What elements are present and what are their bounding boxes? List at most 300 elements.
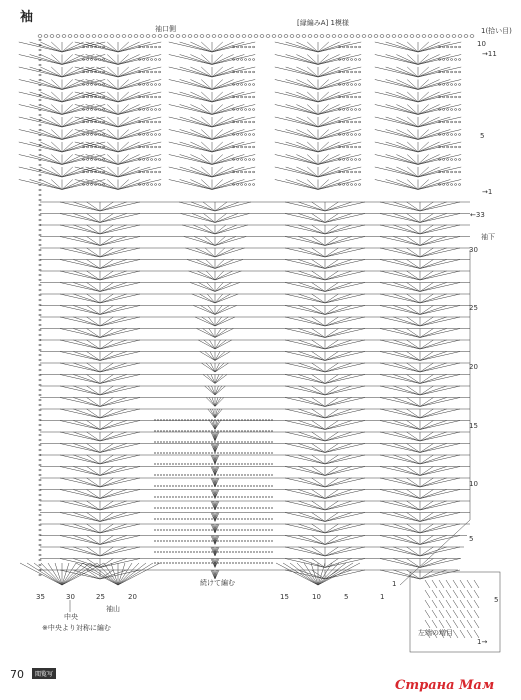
- fan-spoke: [205, 352, 215, 361]
- fan-spoke: [420, 214, 460, 223]
- chain-stitch: [346, 84, 348, 86]
- fan-spoke: [62, 130, 105, 140]
- fan-spoke: [325, 524, 365, 533]
- chain-stitch: [184, 431, 185, 432]
- chain-stitch: [190, 475, 191, 476]
- chain-stitch: [358, 46, 360, 48]
- fan-spoke: [75, 117, 118, 127]
- border-stitch: [39, 574, 41, 576]
- fan-spoke: [298, 248, 325, 257]
- inset-stitch: [467, 610, 472, 618]
- edge-picot: [470, 35, 474, 38]
- fan-spoke: [285, 559, 325, 568]
- fan-spoke: [298, 352, 325, 361]
- fan-spoke: [62, 142, 105, 152]
- chain-stitch: [160, 453, 161, 454]
- fan-spoke: [100, 490, 140, 499]
- chain-stitch: [358, 71, 360, 73]
- border-stitch: [39, 554, 41, 556]
- border-stitch: [39, 354, 41, 356]
- fan-spoke: [418, 80, 450, 90]
- fan-spoke: [100, 386, 140, 395]
- fan-spoke: [418, 142, 450, 152]
- edge-picot: [110, 35, 114, 38]
- fan-spoke: [325, 306, 352, 315]
- chain-stitch: [235, 442, 236, 443]
- row-marker-11: →11: [482, 50, 497, 58]
- chain-stitch: [169, 464, 170, 465]
- fan-spoke: [318, 117, 340, 127]
- chain-stitch: [446, 184, 448, 186]
- fan-spoke: [96, 55, 118, 65]
- row-marker-10-top: 10: [477, 40, 486, 48]
- chain-stitch: [262, 442, 263, 443]
- chain-stitch: [247, 519, 248, 520]
- fan-spoke: [190, 55, 212, 65]
- chain-stitch: [248, 159, 250, 161]
- fan-spoke: [30, 80, 62, 90]
- fan-spoke: [325, 294, 352, 303]
- chain-stitch: [172, 486, 173, 487]
- fan-spoke: [325, 501, 352, 510]
- fan-spoke: [380, 467, 420, 476]
- chain-stitch: [235, 563, 236, 564]
- fan-spoke: [190, 155, 212, 165]
- chain-stitch: [235, 464, 236, 465]
- fan-spoke: [285, 501, 325, 510]
- chain-stitch: [208, 508, 209, 509]
- fan-spoke: [275, 92, 318, 102]
- border-stitch: [39, 79, 41, 81]
- chain-stitch: [208, 497, 209, 498]
- edge-picot: [80, 35, 84, 38]
- fan-spoke: [420, 501, 460, 510]
- fan-spoke: [100, 283, 140, 292]
- chain-stitch: [265, 464, 266, 465]
- border-stitch: [39, 104, 41, 106]
- chain-stitch: [150, 146, 152, 148]
- chain-stitch: [157, 530, 158, 531]
- fan-spoke: [325, 202, 352, 211]
- fan-spoke: [325, 409, 365, 418]
- chain-stitch: [226, 530, 227, 531]
- fan-spoke: [192, 214, 215, 223]
- fan-spoke: [298, 283, 325, 292]
- edge-picot: [302, 35, 306, 38]
- edge-picot: [308, 35, 312, 38]
- chain-stitch: [232, 420, 233, 421]
- chain-stitch: [248, 134, 250, 136]
- chain-stitch: [190, 530, 191, 531]
- site-watermark: Страна Мам: [395, 678, 495, 693]
- chain-stitch: [90, 121, 92, 123]
- chain-stitch: [454, 46, 456, 48]
- chain-stitch: [247, 530, 248, 531]
- fan-spoke: [212, 55, 244, 65]
- fan-spoke: [285, 490, 325, 499]
- border-stitch: [39, 469, 41, 471]
- fan-spoke: [180, 105, 212, 115]
- fan-spoke: [212, 130, 255, 140]
- chain-stitch: [146, 96, 148, 98]
- fan-spoke: [40, 67, 62, 77]
- fan-spoke: [73, 202, 100, 211]
- edge-picot: [410, 35, 414, 38]
- fan-spoke: [96, 67, 118, 77]
- fan-spoke: [40, 130, 62, 140]
- chain-stitch: [190, 552, 191, 553]
- chain-stitch: [247, 508, 248, 509]
- fan-spoke: [420, 283, 460, 292]
- fan-spoke: [62, 67, 94, 77]
- border-stitch: [39, 429, 41, 431]
- edge-picot: [278, 35, 282, 38]
- chain-stitch: [175, 442, 176, 443]
- chain-stitch: [146, 171, 148, 173]
- fan-spoke: [420, 340, 460, 349]
- fan-spoke: [375, 155, 418, 165]
- fan-spoke: [420, 409, 447, 418]
- chain-stitch: [90, 109, 92, 111]
- chain-stitch: [211, 530, 212, 531]
- base-fan-spoke: [62, 563, 104, 585]
- fan-spoke: [325, 329, 352, 338]
- inset-stitch: [439, 620, 444, 628]
- border-stitch: [39, 269, 41, 271]
- chain-stitch: [142, 159, 144, 161]
- chain-stitch: [262, 541, 263, 542]
- inset-stitch: [446, 600, 451, 608]
- row-marker-25: 25: [469, 304, 478, 312]
- fan-spoke: [75, 42, 118, 52]
- border-stitch: [39, 254, 41, 256]
- chain-stitch: [250, 453, 251, 454]
- fan-spoke: [375, 142, 418, 152]
- fan-spoke: [285, 478, 325, 487]
- fan-spoke: [420, 283, 447, 292]
- fan-spoke: [298, 432, 325, 441]
- chain-stitch: [154, 59, 156, 61]
- fan-spoke: [212, 92, 234, 102]
- chain-stitch: [142, 146, 144, 148]
- fan-spoke: [75, 67, 118, 77]
- chain-stitch: [178, 497, 179, 498]
- chain-stitch: [211, 552, 212, 553]
- chain-stitch: [214, 431, 215, 432]
- chain-stitch: [450, 71, 452, 73]
- chain-stitch: [160, 475, 161, 476]
- fan-spoke: [420, 352, 460, 361]
- chain-stitch: [157, 508, 158, 509]
- edge-picot: [434, 35, 438, 38]
- chain-stitch: [241, 486, 242, 487]
- inset-stitch: [439, 580, 444, 588]
- chain-stitch: [442, 134, 444, 136]
- chain-stitch: [262, 464, 263, 465]
- chain-stitch: [154, 541, 155, 542]
- chain-stitch: [450, 46, 452, 48]
- chain-stitch: [175, 420, 176, 421]
- fan-spoke: [420, 294, 447, 303]
- border-stitch: [39, 209, 41, 211]
- chain-stitch: [199, 519, 200, 520]
- chain-stitch: [454, 171, 456, 173]
- chain-stitch: [146, 146, 148, 148]
- chain-stitch: [160, 442, 161, 443]
- fan-spoke: [19, 117, 62, 127]
- fan-spoke: [118, 130, 140, 140]
- chain-stitch: [154, 171, 156, 173]
- edge-picot: [224, 35, 228, 38]
- fan-spoke: [75, 55, 118, 65]
- fan-spoke: [286, 80, 318, 90]
- fan-spoke: [375, 42, 418, 52]
- chain-stitch: [184, 497, 185, 498]
- chain-stitch: [157, 552, 158, 553]
- fan-spoke: [285, 225, 325, 234]
- fan-spoke: [325, 444, 365, 453]
- fan-spoke: [380, 202, 420, 211]
- axis-tick-25: 25: [96, 593, 105, 601]
- chain-stitch: [150, 96, 152, 98]
- chain-stitch: [172, 431, 173, 432]
- chain-stitch: [241, 541, 242, 542]
- fan-spoke: [40, 105, 62, 115]
- fan-spoke: [375, 130, 418, 140]
- border-stitch: [39, 199, 41, 201]
- chain-stitch: [202, 431, 203, 432]
- fan-spoke: [60, 237, 100, 246]
- fan-spoke: [380, 214, 420, 223]
- chain-stitch: [226, 563, 227, 564]
- edge-picot: [398, 35, 402, 38]
- chain-stitch: [250, 541, 251, 542]
- chain-stitch: [244, 475, 245, 476]
- fan-spoke: [375, 180, 418, 190]
- fan-spoke: [396, 142, 418, 152]
- chain-stitch: [172, 420, 173, 421]
- fan-spoke: [380, 386, 420, 395]
- fan-spoke: [215, 329, 233, 338]
- edge-picot: [404, 35, 408, 38]
- edge-picot: [170, 35, 174, 38]
- fan-spoke: [318, 142, 350, 152]
- fan-spoke: [100, 432, 140, 441]
- chain-stitch: [181, 541, 182, 542]
- chain-stitch: [202, 464, 203, 465]
- fan-spoke: [298, 559, 325, 568]
- chain-stitch: [202, 486, 203, 487]
- sleeve-cap-label: 袖山: [106, 605, 120, 613]
- chain-stitch: [232, 541, 233, 542]
- chain-stitch: [446, 171, 448, 173]
- chain-stitch: [154, 508, 155, 509]
- chain-stitch: [265, 497, 266, 498]
- chain-stitch: [150, 121, 152, 123]
- chain-stitch: [244, 442, 245, 443]
- chain-stitch: [247, 431, 248, 432]
- border-stitch: [39, 529, 41, 531]
- chain-stitch: [346, 46, 348, 48]
- fan-spoke: [380, 352, 420, 361]
- chain-stitch: [223, 442, 224, 443]
- chain-stitch: [342, 96, 344, 98]
- fan-spoke: [212, 42, 244, 52]
- fan-spoke: [325, 478, 352, 487]
- edge-picot: [236, 35, 240, 38]
- fan-spoke: [275, 155, 318, 165]
- chain-stitch: [442, 71, 444, 73]
- fan-spoke: [325, 547, 352, 556]
- fan-spoke: [325, 559, 365, 568]
- fan-spoke: [60, 329, 100, 338]
- chain-stitch: [220, 475, 221, 476]
- fan-spoke: [212, 167, 234, 177]
- fan-spoke: [100, 352, 127, 361]
- chain-stitch: [160, 552, 161, 553]
- border-stitch: [39, 524, 41, 526]
- fan-spoke: [318, 117, 350, 127]
- fan-spoke: [100, 478, 127, 487]
- chain-stitch: [223, 530, 224, 531]
- edge-picot: [140, 35, 144, 38]
- chain-stitch: [166, 497, 167, 498]
- border-stitch: [39, 539, 41, 541]
- chain-stitch: [154, 134, 156, 136]
- chain-stitch: [250, 431, 251, 432]
- fan-spoke: [30, 142, 62, 152]
- fan-spoke: [420, 478, 460, 487]
- chain-stitch: [358, 109, 360, 111]
- edge-picot: [182, 35, 186, 38]
- chain-stitch: [190, 464, 191, 465]
- fan-spoke: [60, 340, 100, 349]
- fan-spoke: [118, 142, 150, 152]
- fan-spoke: [318, 92, 350, 102]
- fan-spoke: [375, 105, 418, 115]
- fan-spoke: [386, 167, 418, 177]
- chain-stitch: [178, 453, 179, 454]
- fan-spoke: [190, 117, 212, 127]
- chain-stitch: [146, 109, 148, 111]
- chain-stitch: [454, 121, 456, 123]
- fan-spoke: [286, 55, 318, 65]
- chain-stitch: [256, 442, 257, 443]
- fan-spoke: [285, 329, 325, 338]
- fan-spoke: [118, 105, 140, 115]
- chain-stitch: [241, 508, 242, 509]
- chain-stitch: [217, 508, 218, 509]
- chain-stitch: [184, 442, 185, 443]
- chain-stitch: [454, 109, 456, 111]
- chain-stitch: [244, 184, 246, 186]
- chain-stitch: [446, 159, 448, 161]
- inset-stitch: [425, 600, 430, 608]
- inset-stitch: [453, 600, 458, 608]
- fan-spoke: [318, 67, 361, 77]
- chain-stitch: [86, 171, 88, 173]
- pickup-label: 1(拾い目): [481, 27, 512, 35]
- fan-spoke: [100, 317, 127, 326]
- inset-mark-5: 5: [494, 596, 499, 604]
- fan-spoke: [298, 386, 325, 395]
- border-stitch: [39, 314, 41, 316]
- fan-spoke: [118, 167, 140, 177]
- chain-stitch: [190, 519, 191, 520]
- fan-spoke: [318, 92, 361, 102]
- chain-stitch: [154, 464, 155, 465]
- chain-stitch: [265, 541, 266, 542]
- fan-spoke: [100, 283, 127, 292]
- row-marker-5: 5: [469, 535, 474, 543]
- chain-stitch: [196, 519, 197, 520]
- chain-stitch: [223, 508, 224, 509]
- chain-stitch: [350, 59, 352, 61]
- chain-stitch: [184, 552, 185, 553]
- chain-stitch: [184, 541, 185, 542]
- edge-picot: [116, 35, 120, 38]
- fan-spoke: [375, 167, 418, 177]
- fan-spoke: [325, 432, 352, 441]
- chain-stitch: [226, 475, 227, 476]
- chain-stitch: [184, 420, 185, 421]
- fan-spoke: [325, 547, 365, 556]
- chain-stitch: [178, 541, 179, 542]
- chain-stitch: [166, 475, 167, 476]
- fan-spoke: [393, 536, 420, 545]
- chain-stitch: [169, 552, 170, 553]
- chain-stitch: [199, 563, 200, 564]
- chain-stitch: [154, 519, 155, 520]
- fan-spoke: [169, 55, 212, 65]
- fan-spoke: [418, 105, 461, 115]
- fan-spoke: [386, 55, 418, 65]
- chain-stitch: [265, 420, 266, 421]
- fan-spoke: [100, 513, 140, 522]
- chain-stitch: [253, 552, 254, 553]
- fan-spoke: [396, 155, 418, 165]
- fan-spoke: [286, 130, 318, 140]
- fan-spoke: [325, 225, 365, 234]
- fan-spoke: [215, 225, 248, 234]
- fan-spoke: [393, 237, 420, 246]
- chain-stitch: [244, 420, 245, 421]
- fan-spoke: [318, 180, 340, 190]
- fan-spoke: [298, 570, 325, 579]
- chain-stitch: [205, 530, 206, 531]
- chain-stitch: [271, 552, 272, 553]
- fan-spoke: [215, 386, 222, 395]
- chain-stitch: [250, 563, 251, 564]
- chain-stitch: [342, 109, 344, 111]
- fan-spoke: [396, 105, 418, 115]
- chain-stitch: [196, 552, 197, 553]
- chain-stitch: [202, 552, 203, 553]
- fan-spoke: [285, 524, 325, 533]
- fan-spoke: [325, 352, 352, 361]
- chain-stitch: [154, 71, 156, 73]
- fan-spoke: [393, 294, 420, 303]
- fan-spoke: [73, 547, 100, 556]
- chain-stitch: [181, 431, 182, 432]
- chain-stitch: [248, 146, 250, 148]
- edge-picot: [92, 35, 96, 38]
- chain-stitch: [262, 508, 263, 509]
- fan-spoke: [75, 155, 118, 165]
- chain-stitch: [342, 84, 344, 86]
- edge-picot: [272, 35, 276, 38]
- chain-stitch: [217, 475, 218, 476]
